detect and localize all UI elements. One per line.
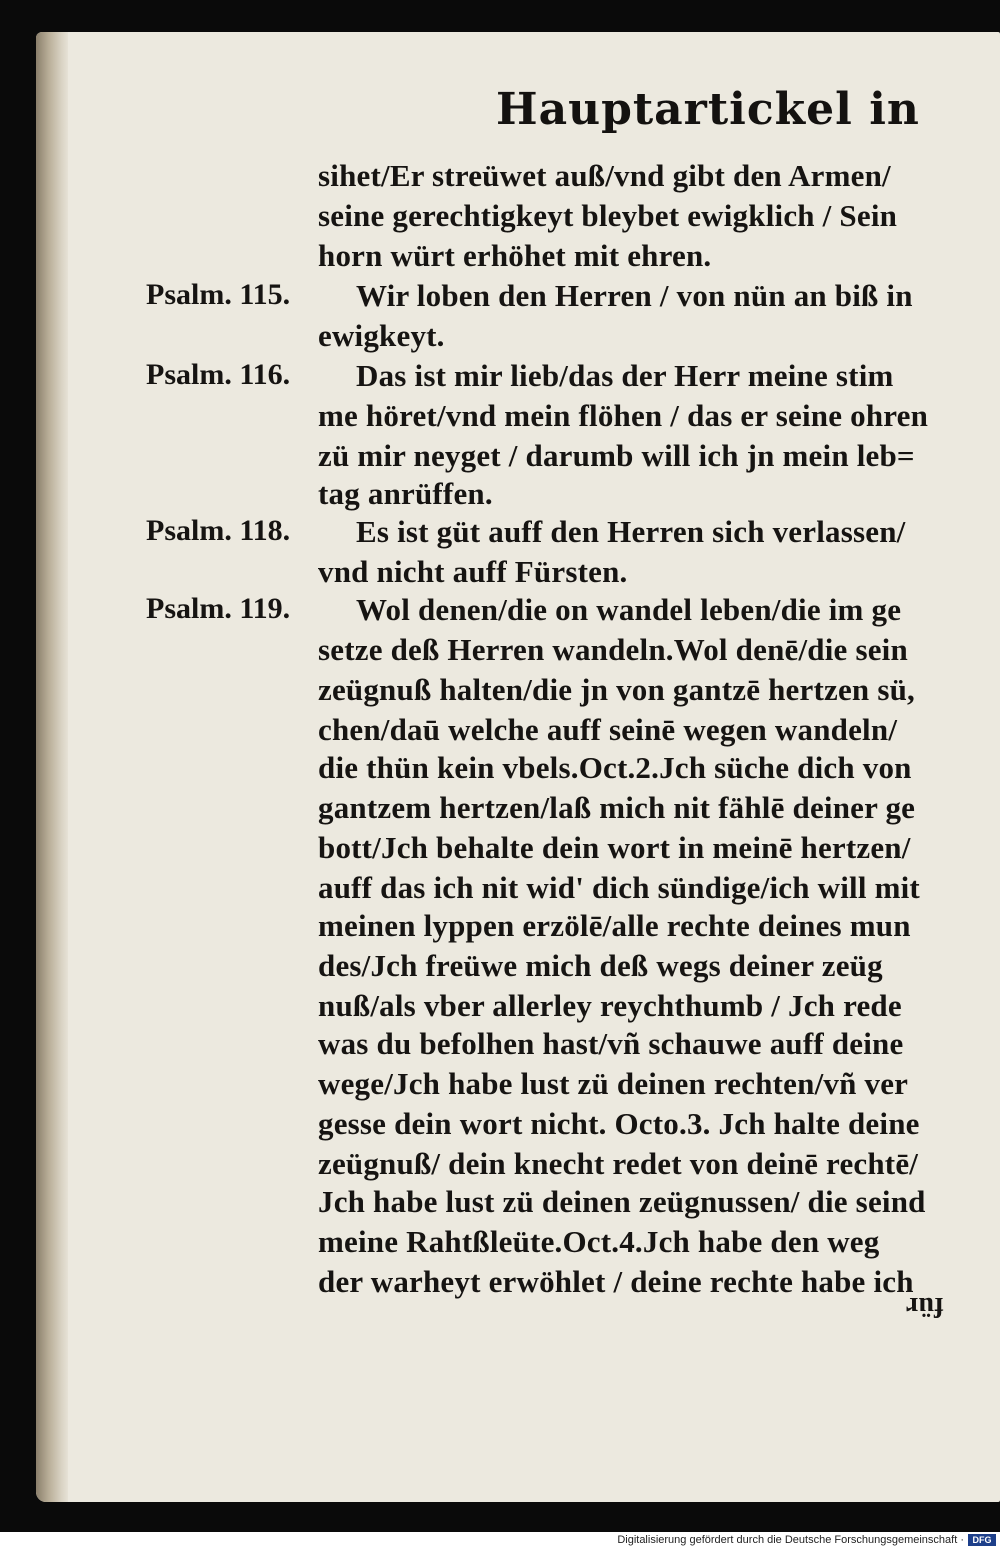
text-line: die thün kein vbels.Oct.2.Jch süche dich von <box>318 750 912 785</box>
margin-ref-psalm-116: Psalm. 116. <box>146 358 291 391</box>
text-line: Es ist güt auff den Herren sich verlassen/ <box>356 514 906 549</box>
text-line: was du befolhen hast/vñ schauwe auff deine <box>318 1026 904 1061</box>
text-line: auff das ich nit wid' dich sündige/ich will mit <box>318 870 920 905</box>
dfg-logo-icon: DFG <box>968 1534 996 1546</box>
text-line: setze deß Herren wandeln.Wol denē/die sein <box>318 632 908 667</box>
text-line: vnd nicht auff Fürsten. <box>318 554 628 589</box>
text-line: Das ist mir lieb/das der Herr meine stim <box>356 358 894 393</box>
text-line: des/Jch freüwe mich deß wegs deiner zeüg <box>318 948 883 983</box>
footer-credit: Digitalisierung gefördert durch die Deutsche Forschungsgemeinschaft · <box>617 1534 964 1546</box>
text-line: Wol denen/die on wandel leben/die im ge <box>356 592 902 627</box>
text-line: horn würt erhöhet mit ehren. <box>318 238 712 273</box>
text-line: meine Rahtßleüte.Oct.4.Jch habe den weg <box>318 1224 880 1259</box>
footer <box>0 1532 1000 1548</box>
text-line: seine gerechtigkeyt bleybet ewigklich / Sein <box>318 198 898 233</box>
text-line: wege/Jch habe lust zü deinen rechten/vñ ver <box>318 1066 909 1101</box>
text-line: tag anrüffen. <box>318 476 493 511</box>
text-line: der warheyt erwöhlet / deine rechte habe ich <box>318 1264 914 1299</box>
text-line: meinen lyppen erzölē/alle rechte deines mun <box>318 908 911 943</box>
text-line: zü mir neyget / darumb will ich jn mein leb= <box>318 438 915 473</box>
text-line: Jch habe lust zü deinen zeügnussen/ die seind <box>318 1184 926 1219</box>
margin-ref-psalm-119: Psalm. 119. <box>146 592 291 625</box>
text-line: Wir loben den Herren / von nün an biß in <box>356 278 913 313</box>
book-page <box>36 32 1000 1502</box>
text-line: me höret/vnd mein flöhen / das er seine ohren <box>318 398 929 433</box>
text-line: gesse dein wort nicht. Octo.3. Jch halte deine <box>318 1106 920 1141</box>
margin-ref-psalm-115: Psalm. 115. <box>146 278 291 311</box>
text-line: gantzem hertzen/laß mich nit fählē deiner ge <box>318 790 916 825</box>
text-line: zeügnuß halten/die jn von gantzē hertzen sü, <box>318 672 915 707</box>
text-line: zeügnuß/ dein knecht redet von deinē rechtē/ <box>318 1146 919 1181</box>
page-edge <box>36 32 68 1502</box>
margin-ref-psalm-118: Psalm. 118. <box>146 514 291 547</box>
text-line: sihet/Er streüwet auß/vnd gibt den Armen/ <box>318 158 891 193</box>
text-line: ewigkeyt. <box>318 318 445 353</box>
text-line: nuß/als vber allerley reychthumb / Jch rede <box>318 988 902 1023</box>
text-line: chen/daū welche auff seinē wegen wandeln/ <box>318 712 898 747</box>
text-line: bott/Jch behalte dein wort in meinē hertzen/ <box>318 830 911 865</box>
running-head: Hauptartickel in <box>496 84 920 135</box>
catchword: für <box>906 1291 944 1322</box>
